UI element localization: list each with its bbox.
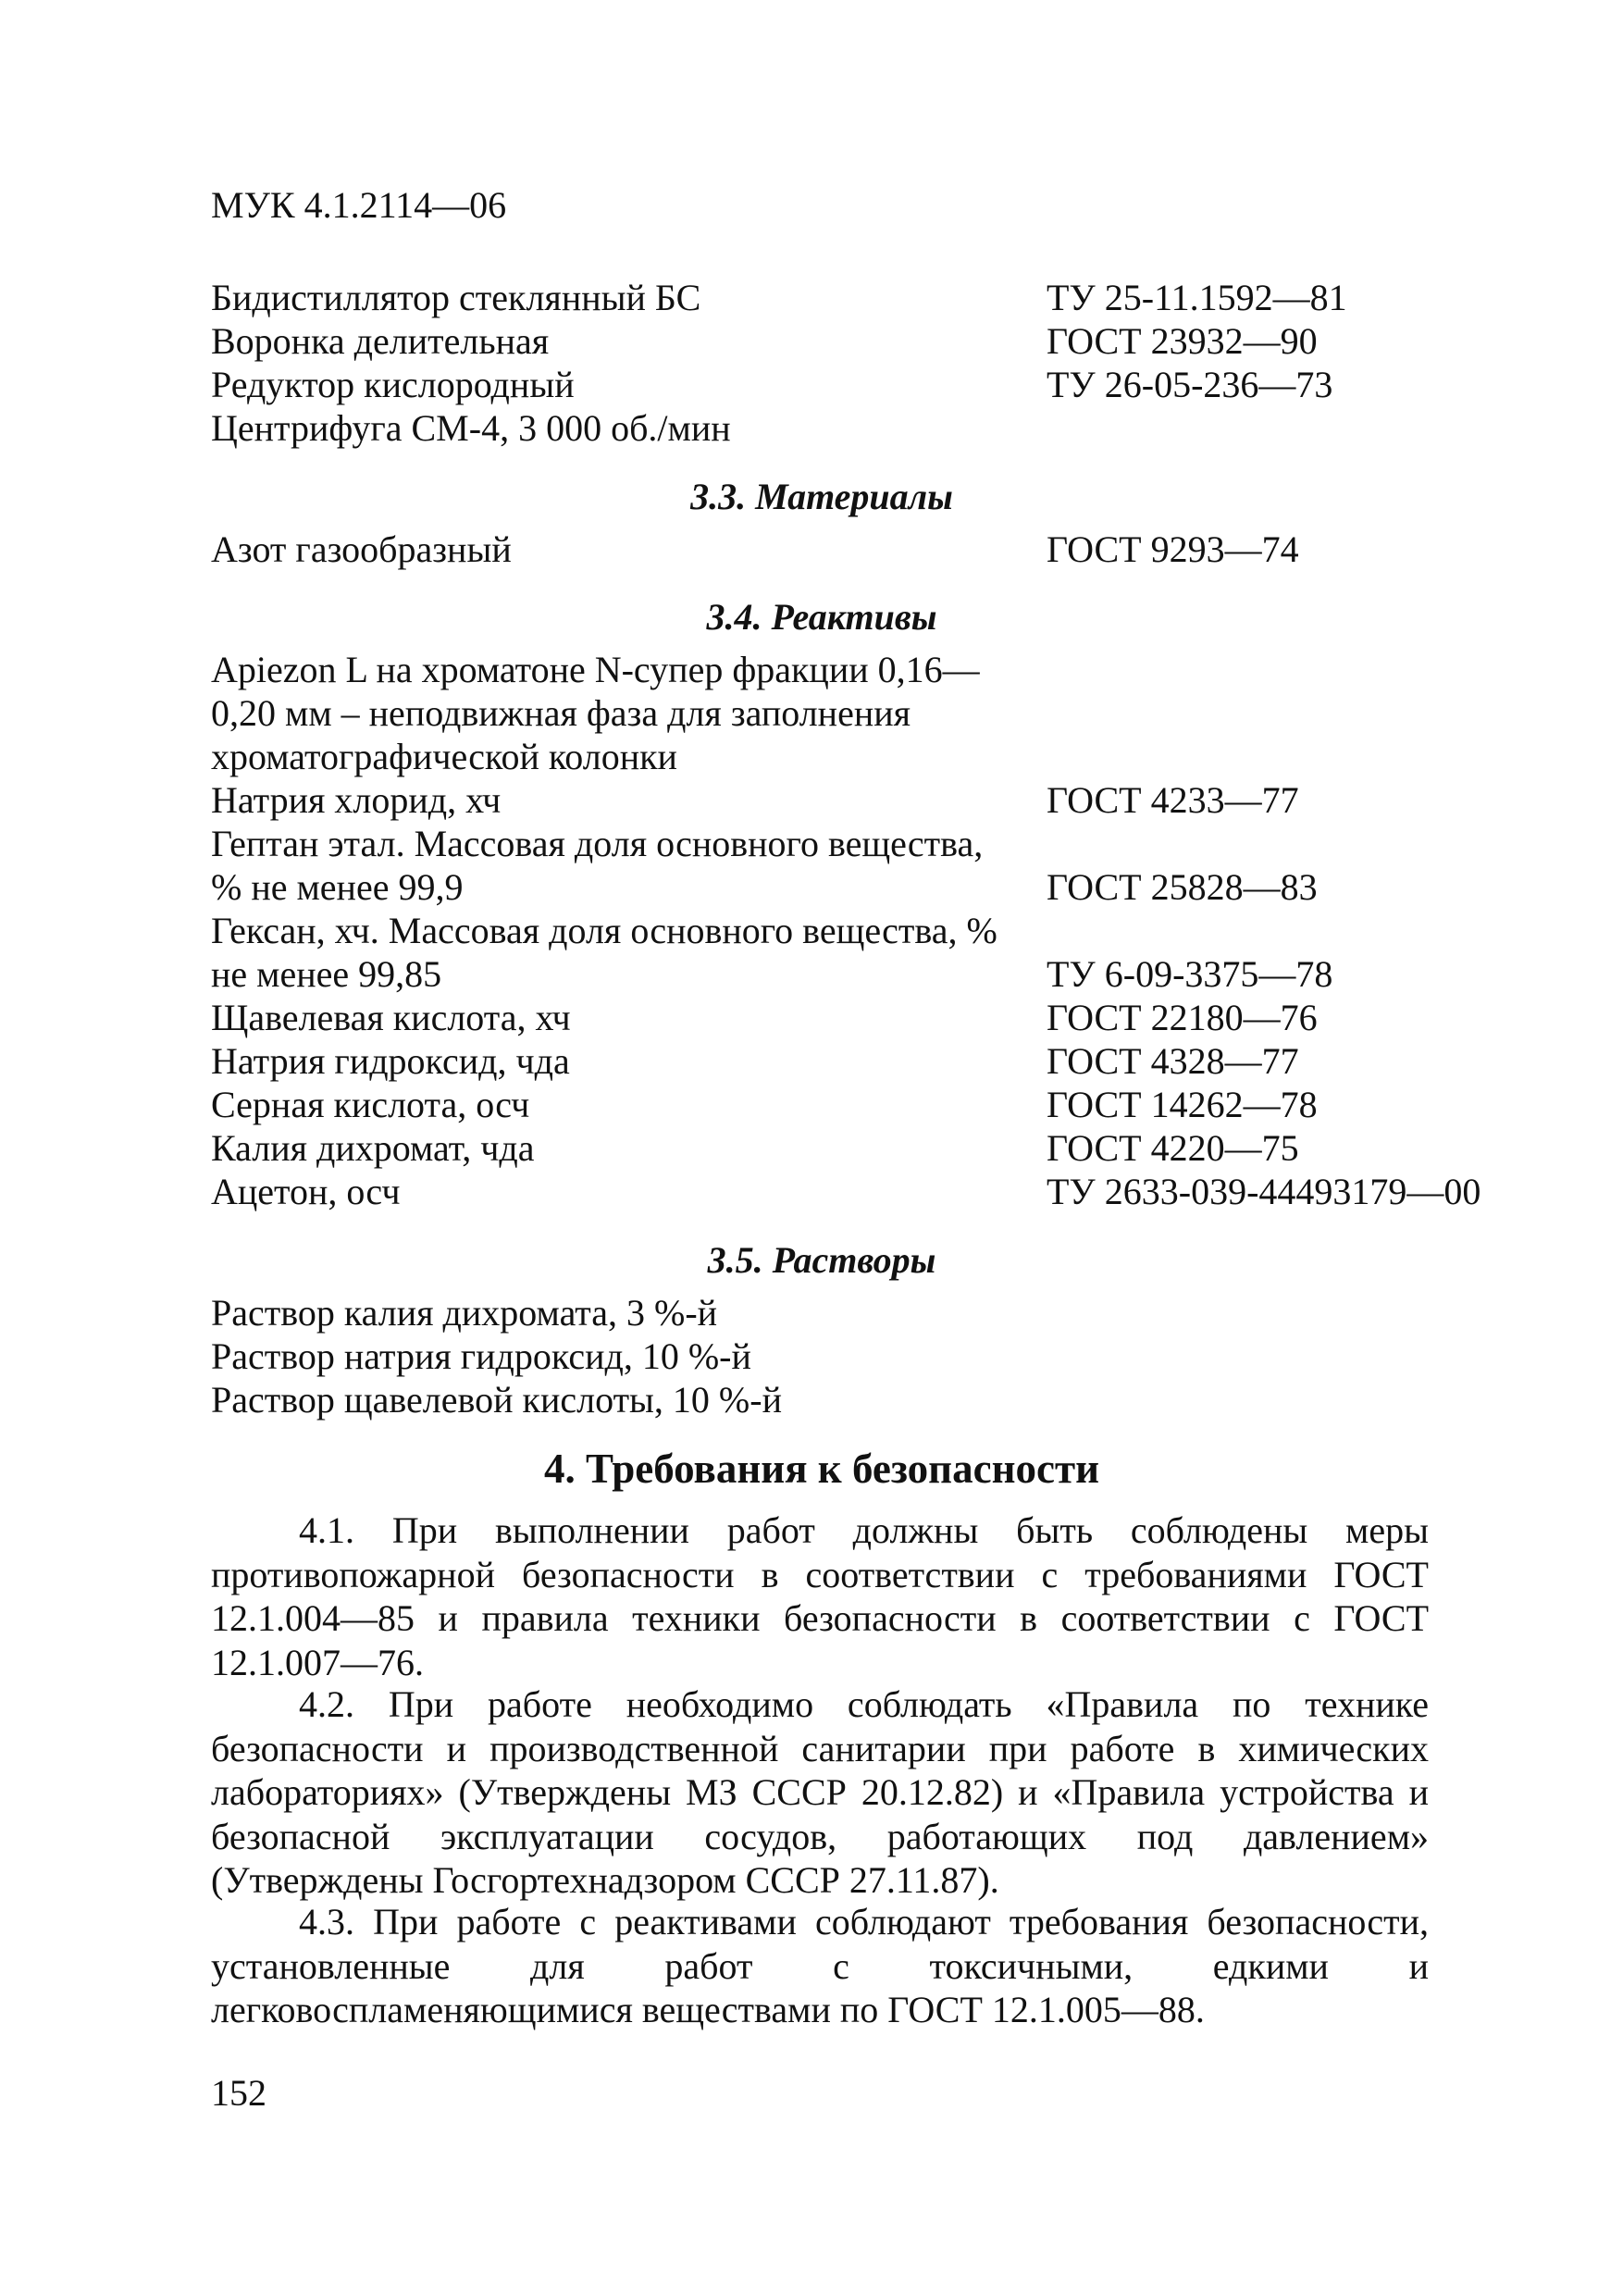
reagent-standard: ГОСТ 4233—77 [1047, 779, 1299, 821]
reagent-name: Apiezon L на хроматоне N-супер фракции 0,16— [211, 649, 980, 690]
reagents-heading: 3.4. Реактивы [706, 596, 937, 638]
reagent-name: хроматографической колонки [211, 736, 677, 777]
equipment-name: Воронка делительная [211, 320, 550, 362]
reagent-name: % не менее 99,9 [211, 866, 464, 908]
safety-paragraph: 4.3. При работе с реактивами соблюдают требования безопасности, установленные для работ с токсичными, едкими и легковоспламеняющимися веществами по ГОСТ 12.1.005—88. [211, 1901, 1429, 2031]
equipment-name: Редуктор кислородный [211, 364, 575, 405]
reagent-standard: ГОСТ 4328—77 [1047, 1040, 1299, 1082]
safety-heading: 4. Требования к безопасности [543, 1446, 1100, 1492]
reagent-standard: ГОСТ 14262—78 [1047, 1084, 1318, 1125]
solution-name: Раствор натрия гидроксид, 10 %-й [211, 1335, 751, 1377]
equipment-name: Бидистиллятор стеклянный БС [211, 277, 701, 318]
material-standard: ГОСТ 9293—74 [1047, 528, 1299, 570]
reagent-name: 0,20 мм – неподвижная фаза для заполнения [211, 692, 911, 734]
reagent-name: Натрия хлорид, хч [211, 779, 502, 821]
reagent-standard: ТУ 6-09-3375—78 [1047, 953, 1333, 995]
page-number: 152 [211, 2072, 266, 2114]
solutions-heading: 3.5. Растворы [707, 1239, 936, 1281]
reagent-name: Щавелевая кислота, хч [211, 997, 571, 1038]
equipment-standard: ТУ 26-05-236—73 [1047, 364, 1333, 405]
safety-paragraph: 4.2. При работе необходимо соблюдать «Правила по технике безопасности и производственной санитарии при работе в химических лабораториях» (Утверждены МЗ СССР 20.12.82) и «Правила устройства и безопасной эксплуатации сосудов, работающих под давлением» (Утверждены Госгортехнадзором СССР 27.11.87). [211, 1683, 1429, 1902]
reagent-name: не менее 99,85 [211, 953, 442, 995]
solution-name: Раствор калия дихромата, 3 %-й [211, 1292, 718, 1334]
equipment-name: Центрифуга СМ-4, 3 000 об./мин [211, 407, 731, 449]
materials-heading: 3.3. Материалы [690, 476, 953, 517]
reagent-standard: ГОСТ 4220—75 [1047, 1127, 1299, 1169]
solution-name: Раствор щавелевой кислоты, 10 %-й [211, 1379, 782, 1421]
equipment-standard: ТУ 25-11.1592—81 [1047, 277, 1347, 318]
reagent-name: Натрия гидроксид, чда [211, 1040, 570, 1082]
material-name: Азот газообразный [211, 528, 512, 570]
reagent-standard: ГОСТ 22180—76 [1047, 997, 1318, 1038]
reagent-name: Гексан, хч. Массовая доля основного вещества, % [211, 910, 997, 951]
reagent-name: Гептан этал. Массовая доля основного вещества, [211, 823, 984, 864]
document-code: МУК 4.1.2114—06 [211, 184, 507, 226]
reagent-name: Калия дихромат, чда [211, 1127, 535, 1169]
reagent-name: Ацетон, осч [211, 1171, 401, 1212]
equipment-standard: ГОСТ 23932—90 [1047, 320, 1318, 362]
reagent-standard: ТУ 2633-039-44493179—00 [1047, 1171, 1481, 1212]
safety-paragraph: 4.1. При выполнении работ должны быть соблюдены меры противопожарной безопасности в соответствии с требованиями ГОСТ 12.1.004—85 и правила техники безопасности в соответствии с ГОСТ 12.1.007—76. [211, 1509, 1429, 1683]
reagent-standard: ГОСТ 25828—83 [1047, 866, 1318, 908]
reagent-name: Серная кислота, осч [211, 1084, 530, 1125]
